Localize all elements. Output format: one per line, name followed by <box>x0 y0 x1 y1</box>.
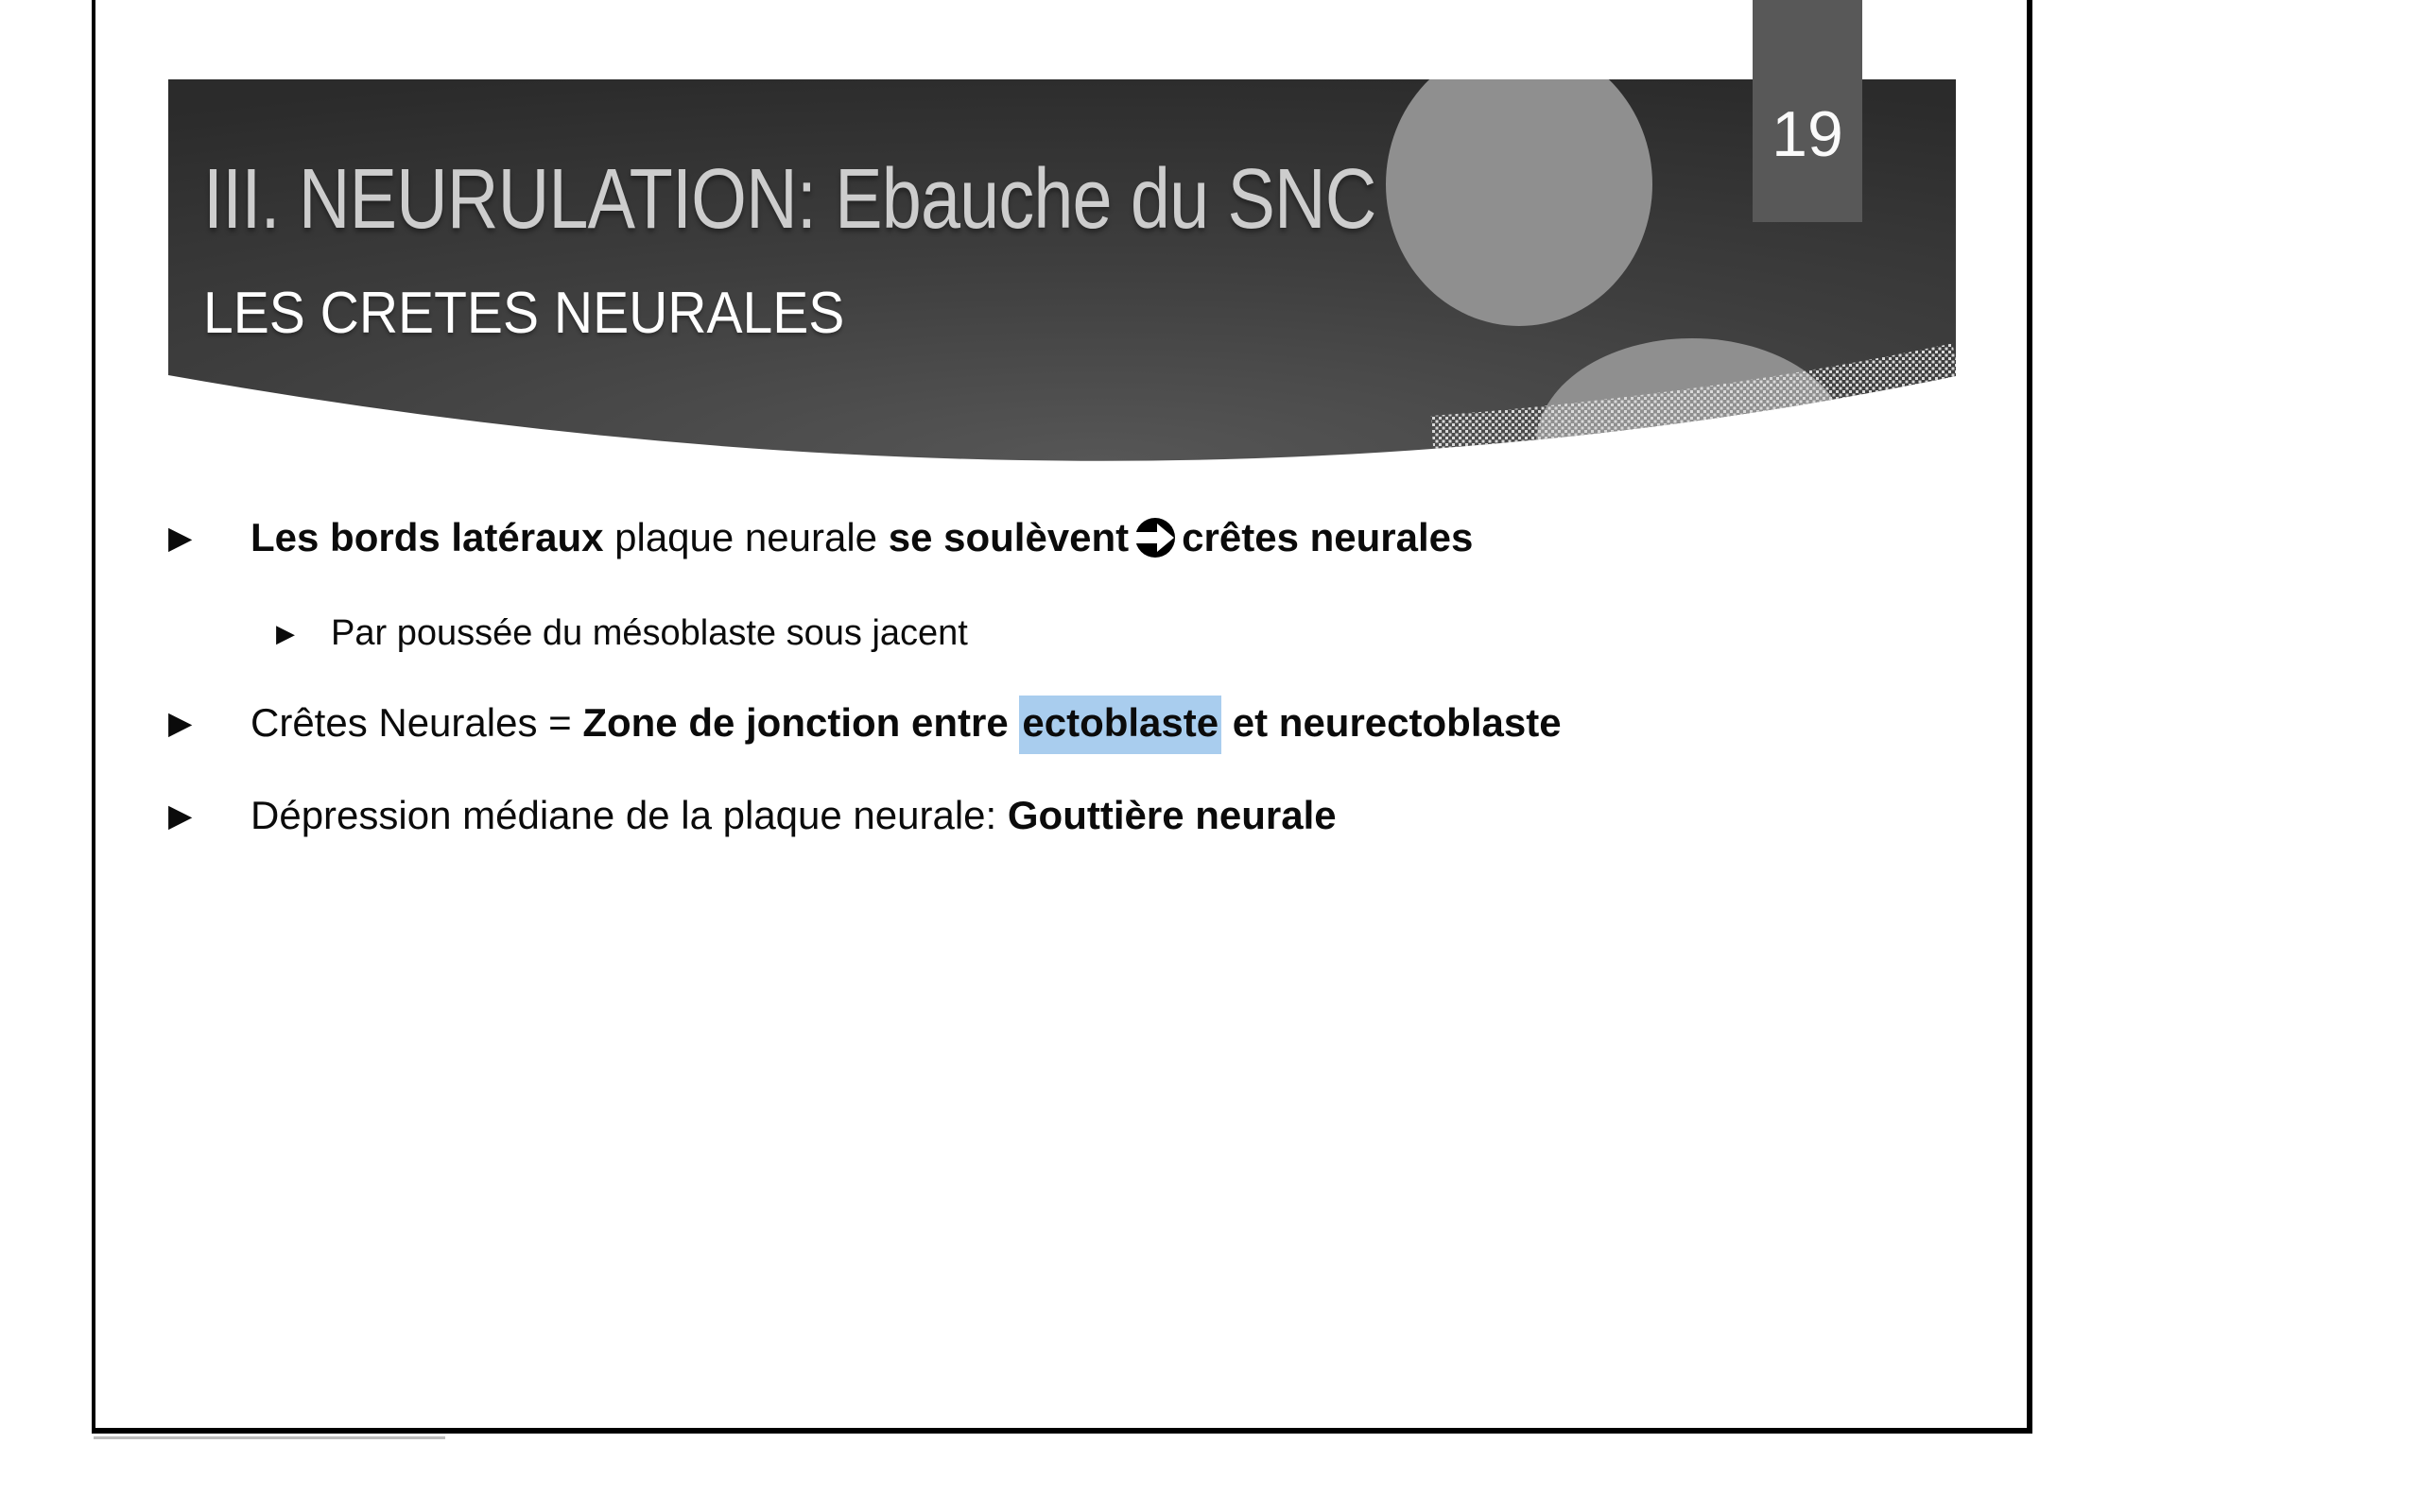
bullet-triangle-icon: ▶ <box>168 520 193 555</box>
bullet-text <box>251 789 1337 841</box>
slide-title: III. NEURULATION: Ebauche du SNC <box>203 152 1376 247</box>
slide-subtitle: LES CRETES NEURALES <box>203 281 845 346</box>
text-run: Zone de jonction entre <box>582 700 1020 745</box>
bullet-text <box>251 696 1562 748</box>
text-run: crêtes neurales <box>1182 515 1474 559</box>
text-run: Crêtes Neurales = <box>251 700 583 745</box>
slide-border-shadow <box>94 1436 445 1439</box>
slide-border-right <box>2027 0 2032 1434</box>
text-run: Par poussée du mésoblaste sous jacent <box>331 613 968 653</box>
slide-border-bottom <box>92 1428 2032 1434</box>
text-run: Dépression médiane de la plaque neurale: <box>251 793 1008 837</box>
text-run: plaque neurale <box>603 515 889 559</box>
header-band <box>168 79 1956 467</box>
text-run: se soulèvent <box>888 515 1130 559</box>
highlighted-text-run: ectoblaste <box>1019 696 1221 754</box>
bullet-item-2 <box>168 610 968 657</box>
text-run: Gouttière neurale <box>1007 793 1337 837</box>
page-number-tab <box>1753 0 1862 222</box>
bullet-item-3 <box>168 696 1562 748</box>
bullet-text <box>331 610 968 657</box>
page-number: 19 <box>1772 98 1843 170</box>
bullet-item-4 <box>168 789 1337 841</box>
text-run: Les bords latéraux <box>251 515 604 559</box>
bullet-triangle-icon: ▶ <box>168 705 193 740</box>
slide-border-left <box>92 0 95 1434</box>
bullet-text <box>251 511 1473 563</box>
bullet-item-1 <box>168 511 1473 563</box>
bullet-triangle-icon: ▶ <box>276 619 295 647</box>
circle-arrow-right-icon <box>1134 517 1176 558</box>
text-run: et neurectoblaste <box>1221 700 1562 745</box>
bullet-triangle-icon: ▶ <box>168 798 193 833</box>
